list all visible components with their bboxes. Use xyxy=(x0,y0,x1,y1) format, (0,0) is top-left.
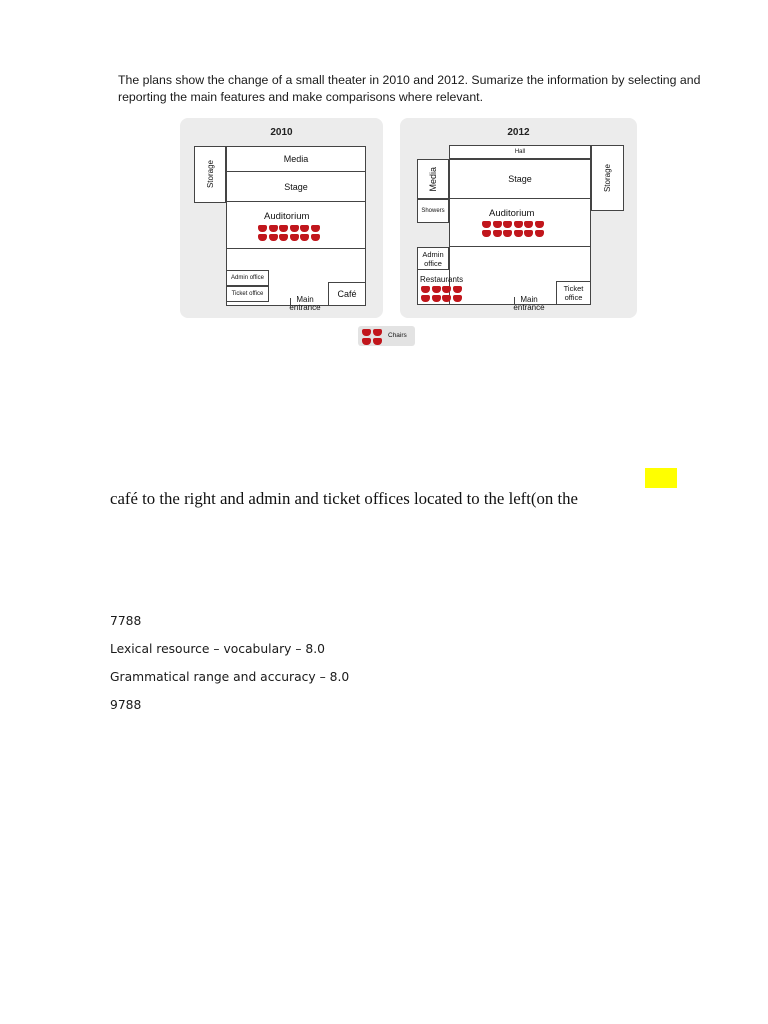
plan-2010-cafe: Café xyxy=(328,282,366,306)
chair xyxy=(279,234,288,241)
chair xyxy=(524,230,533,237)
chair xyxy=(362,338,371,345)
legend-label: Chairs xyxy=(388,332,407,339)
plan-2012-restaurants-label: Restaurants xyxy=(420,275,464,284)
essay-line: café to the right and admin and ticket offices located to the left(on the xyxy=(110,489,578,508)
chair xyxy=(373,329,382,336)
legend-chairs-icon xyxy=(362,329,382,345)
plan-2010-ticket-office: Ticket office xyxy=(226,286,269,302)
chair xyxy=(421,286,430,293)
plan-2012-media: Media xyxy=(417,159,449,199)
plan-2012-chairs xyxy=(482,221,544,237)
chair xyxy=(535,221,544,228)
chair xyxy=(482,230,491,237)
chair xyxy=(311,234,320,241)
chair xyxy=(453,286,462,293)
chair xyxy=(453,295,462,302)
chair xyxy=(300,234,309,241)
chair xyxy=(482,221,491,228)
chair xyxy=(373,338,382,345)
score-line-1: 7788 xyxy=(110,614,142,628)
yellow-highlight xyxy=(645,468,677,488)
plan-2010-auditorium-divider xyxy=(226,248,366,249)
plan-2012-hall: Hall xyxy=(449,145,591,159)
plan-2012-main-entrance: Main entrance xyxy=(513,295,545,312)
plan-2012-panel xyxy=(400,118,637,318)
plan-2012-admin-office: Admin office xyxy=(417,247,449,270)
chair xyxy=(290,234,299,241)
plan-2010-panel xyxy=(180,118,383,318)
plan-2012-ticket-office: Ticket office xyxy=(556,281,591,305)
chair xyxy=(258,225,267,232)
chair xyxy=(503,221,512,228)
plan-2010-main-entrance: Main entrance xyxy=(289,295,321,312)
chair xyxy=(269,225,278,232)
chair xyxy=(362,329,371,336)
score-line-4: 9788 xyxy=(110,698,142,712)
chair xyxy=(442,295,451,302)
plan-2012-stage: Stage xyxy=(449,159,591,199)
chair xyxy=(493,230,502,237)
chairs-legend xyxy=(358,326,415,346)
plan-2010-media: Media xyxy=(226,146,366,172)
chair xyxy=(514,221,523,228)
score-grammar: Grammatical range and accuracy – 8.0 xyxy=(110,670,350,684)
chair xyxy=(524,221,533,228)
plan-2012-restaurant-chairs xyxy=(421,286,462,302)
chair xyxy=(493,221,502,228)
chair xyxy=(421,295,430,302)
plan-2010-auditorium-label: Auditorium xyxy=(264,211,310,222)
plan-2012-storage: Storage xyxy=(591,145,624,211)
chair xyxy=(442,286,451,293)
chair xyxy=(279,225,288,232)
chair xyxy=(514,230,523,237)
plan-2012-year: 2012 xyxy=(507,127,530,138)
chair xyxy=(535,230,544,237)
chair xyxy=(300,225,309,232)
chair xyxy=(432,295,441,302)
chair xyxy=(432,286,441,293)
task-prompt: The plans show the change of a small theater in 2010 and 2012. Sumarize the information by selecting and reporting the main features and make comparisons where relevant. xyxy=(118,73,701,104)
plan-2010-stage: Stage xyxy=(226,171,366,202)
chair xyxy=(503,230,512,237)
plan-2010-admin-office: Admin office xyxy=(226,270,269,286)
plan-2010-storage: Storage xyxy=(194,146,226,203)
plan-2010-chairs xyxy=(258,225,320,241)
plan-2012-showers: Showers xyxy=(417,199,449,223)
chair xyxy=(290,225,299,232)
plan-2010-year: 2010 xyxy=(270,127,293,138)
plan-2012-auditorium-divider xyxy=(449,246,591,247)
chair xyxy=(269,234,278,241)
chair xyxy=(311,225,320,232)
score-lexical: Lexical resource – vocabulary – 8.0 xyxy=(110,642,325,656)
chair xyxy=(258,234,267,241)
plan-2012-auditorium-label: Auditorium xyxy=(489,208,535,219)
